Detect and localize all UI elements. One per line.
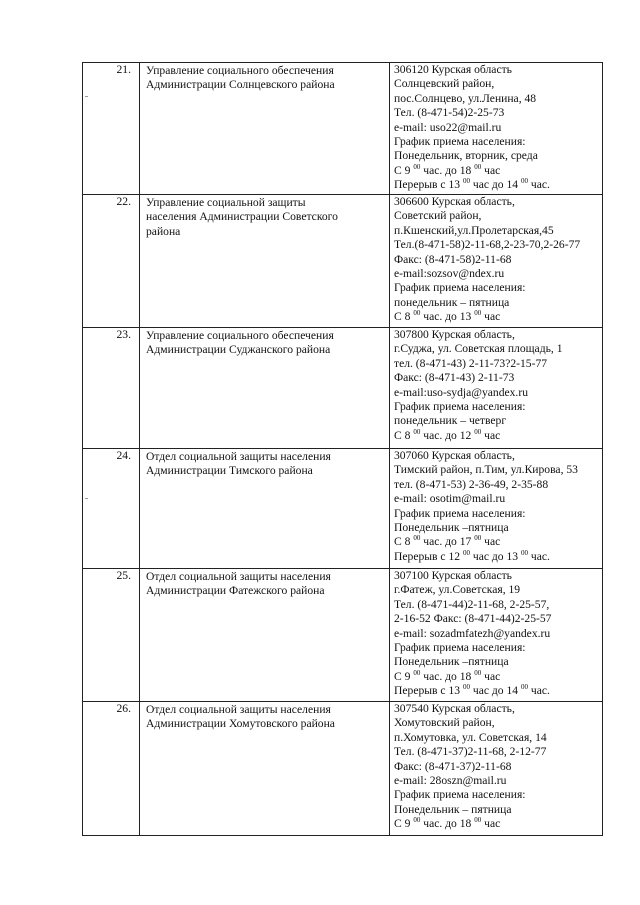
schedule-title: График приема населения: [394, 135, 526, 149]
email-line: e-mail: sozadmfatezh@yandex.ru [394, 626, 551, 640]
row-number: 24. [116, 449, 131, 462]
schedule-break: Перерыв с 13 $^{00}$ час до 14 $^{00}$ час. [394, 683, 550, 698]
org-name-line: Управление социального обеспечения [146, 64, 334, 77]
email-line: e-mail: 28oszn@mail.ru [394, 774, 507, 788]
table-row [83, 328, 603, 449]
address-line: г.Фатеж, ул.Советская, 19 [394, 583, 521, 597]
table-row [83, 63, 603, 195]
table-row [83, 569, 603, 702]
table-row [83, 449, 603, 569]
row-number: 26. [116, 702, 131, 715]
org-name-line: населения Администрации Советского [146, 210, 338, 224]
email-line: e-mail:uso-sydja@yandex.ru [394, 385, 528, 399]
email-line: e-mail:sozsov@ndex.ru [394, 267, 505, 281]
address-line: Солнцевский район, [394, 77, 495, 91]
row-number: 22. [116, 195, 131, 208]
org-name-line: Администрации Хомутовского района [146, 717, 335, 731]
address-line: 307800 Курская область, [394, 328, 515, 341]
schedule-title: График приема населения: [394, 506, 526, 520]
phone-line: Факс: (8-471-43) 2-11-73 [394, 371, 515, 385]
address-line: п.Кшенский,ул.Пролетарская,45 [394, 223, 554, 237]
schedule-hours: С 9 $^{00}$ час. до 18 $^{00}$ час [394, 816, 501, 831]
schedule-title: График приема населения: [394, 641, 526, 655]
org-name-line: района [146, 224, 181, 238]
org-name-line: Администрации Тимского района [146, 464, 313, 478]
org-name-line: Администрации Суджанского района [146, 343, 331, 357]
schedule-days: Понедельник –пятница [394, 521, 509, 535]
phone-line: Тел. (8-471-54)2-25-73 [394, 106, 505, 120]
schedule-title: График приема населения: [394, 281, 526, 295]
phone-line: Тел.(8-471-58)2-11-68,2-23-70,2-26-77 [394, 238, 581, 252]
org-name-line: Отдел социальной защиты населения [146, 703, 331, 716]
contact-info [390, 195, 603, 328]
schedule-days: понедельник – пятница [394, 295, 510, 309]
org-name-line: Отдел социальной защиты населения [146, 450, 331, 463]
address-line: 307540 Курская область, [394, 702, 515, 715]
org-name-line: Управление социального обеспечения [146, 329, 334, 342]
schedule-days: Понедельник, вторник, среда [394, 149, 538, 163]
address-line: п.Хомутовка, ул. Советская, 14 [394, 730, 547, 744]
schedule-title: График приема населения: [394, 400, 526, 414]
schedule-hours: С 9 $^{00}$ час. до 18 $^{00}$ час [394, 162, 501, 177]
address-line: 307100 Курская область [394, 569, 512, 582]
contact-info [390, 449, 603, 569]
phone-line: 2-16-52 Факс: (8-471-44)2-25-57 [394, 612, 552, 626]
schedule-hours: С 8 $^{00}$ час. до 13 $^{00}$ час [394, 309, 501, 324]
phone-line: Факс: (8-471-58)2-11-68 [394, 252, 512, 266]
org-name-line: Администрации Солнцевского района [146, 78, 335, 92]
email-line: e-mail: uso22@mail.ru [394, 120, 502, 134]
contact-info [390, 63, 603, 195]
table-row [83, 702, 603, 836]
address-line: Советский район, [394, 209, 482, 223]
row-number: 25. [116, 569, 131, 582]
contact-info [390, 569, 603, 702]
phone-line: тел. (8-471-43) 2-11-73?2-15-77 [394, 356, 548, 370]
address-line: пос.Солнцево, ул.Ленина, 48 [394, 91, 537, 105]
phone-line: Факс: (8-471-37)2-11-68 [394, 759, 512, 773]
schedule-days: Понедельник –пятница [394, 655, 509, 669]
schedule-hours: С 8 $^{00}$ час. до 17 $^{00}$ час [394, 534, 501, 549]
address-line: 306120 Курская область [394, 63, 512, 76]
table-row [83, 195, 603, 328]
address-line: 306600 Курская область, [394, 195, 515, 208]
address-line: 307060 Курская область, [394, 449, 515, 462]
schedule-days: понедельник – четверг [394, 414, 507, 428]
schedule-hours: С 8 $^{00}$ час. до 12 $^{00}$ час [394, 427, 501, 442]
social-services-table [82, 62, 603, 836]
org-name-line: Администрации Фатежского района [146, 584, 325, 598]
address-line: Хомутовский район, [394, 716, 495, 730]
schedule-days: Понедельник – пятница [394, 802, 512, 816]
org-name-line: Отдел социальной защиты населения [146, 570, 331, 583]
phone-line: Тел. (8-471-44)2-11-68, 2-25-57, [394, 597, 550, 611]
schedule-title: График приема населения: [394, 788, 526, 802]
address-line: г.Суджа, ул. Советская площадь, 1 [394, 342, 563, 356]
org-name-line: Управление социальной защиты [146, 196, 306, 209]
address-line: Тимский район, п.Тим, ул.Кирова, 53 [394, 463, 578, 477]
schedule-break: Перерыв с 12 $^{00}$ час до 13 $^{00}$ час. [394, 548, 550, 563]
contact-info [390, 328, 603, 449]
phone-line: Тел. (8-471-37)2-11-68, 2-12-77 [394, 745, 547, 759]
email-line: e-mail: osotim@mail.ru [394, 492, 506, 506]
schedule-break: Перерыв с 13 $^{00}$ час до 14 $^{00}$ час. [394, 177, 550, 192]
phone-line: тел. (8-471-53) 2-36-49, 2-35-88 [394, 477, 549, 491]
schedule-hours: С 9 $^{00}$ час. до 18 $^{00}$ час [394, 668, 501, 683]
contact-info [390, 702, 603, 836]
row-number: 21. [116, 63, 131, 76]
row-number: 23. [116, 328, 131, 341]
